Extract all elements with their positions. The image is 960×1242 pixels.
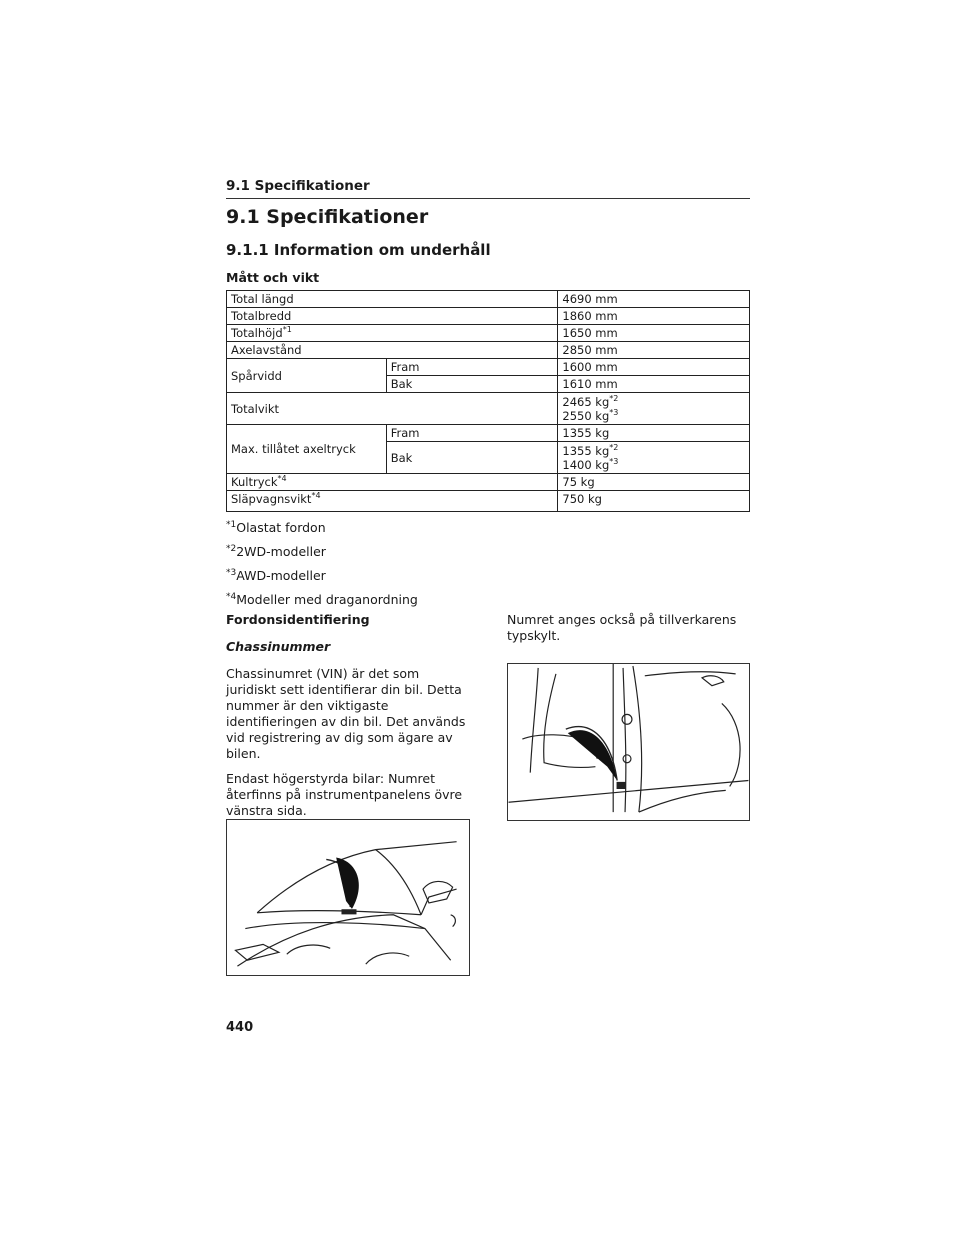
table-cell-label [227,474,558,491]
table-cell-label: Totalbredd [227,308,558,325]
door-pillar-vin-illustration [507,663,750,821]
table-cell-label: Total längd [227,291,558,308]
table-cell-value: 75 kg [558,474,750,491]
page-number: 440 [226,1020,254,1035]
table-row [227,325,750,342]
table-cell-value: 1600 mm [558,359,750,376]
table-row [227,359,750,376]
table-cell-value: 2850 mm [558,342,750,359]
footnote-mark: *3 [609,456,619,466]
label-text: Totalhöjd [231,326,283,340]
value-text: 2550 kg [562,408,610,423]
vin-paragraph: Chassinumret (VIN) är det som juridiskt sett identifierar din bil. Detta nummer är den viktigaste identifieringen av din bil. Det används vid registrering av dig som ägare av bilen. [226,666,466,761]
windshield-vin-illustration [226,819,470,976]
table-cell-label: Axelavstånd [227,342,558,359]
dimensions-table [226,290,750,512]
table-cell-label: Max. tillåtet axeltryck [227,425,387,474]
value-line [562,395,745,409]
footnote-mark: *3 [609,407,619,417]
table-row [227,474,750,491]
value-line [562,409,745,423]
table-cell-value: 750 kg [558,491,750,512]
table-row [227,393,750,425]
label-text: Kultryck [231,475,278,489]
identification-column [226,612,471,828]
value-text: 1400 kg [562,457,610,472]
table-cell-label: Spårvidd [227,359,387,393]
table-cell-sublabel: Bak [386,442,558,474]
type-plate-paragraph: Numret anges också på tillverkarens typskylt. [507,612,737,643]
table-row [227,491,750,512]
footnote-mark: *4 [311,491,321,501]
footnote-text: AWD-modeller [236,568,326,583]
footnote-mark: *2 [609,393,619,403]
footnote-mark: *4 [277,474,287,484]
footnote-text: Olastat fordon [236,520,326,535]
table-cell-sublabel: Fram [386,359,558,376]
value-line [562,458,745,472]
vin-subheading: Chassinummer [226,639,331,654]
door-pillar-drawing [508,664,749,820]
footnote-mark: *1 [226,519,237,530]
table-cell-label [227,325,558,342]
page-title: 9.1 Specifikationer [226,206,429,228]
table-cell-label [227,491,558,512]
dimensions-heading: Mått och vikt [226,270,320,285]
table-cell-label: Totalvikt [227,393,558,425]
footnotes [226,518,418,614]
table-cell-value [558,442,750,474]
identification-heading: Fordonsidentifiering [226,612,370,627]
footnote-item [226,518,418,542]
value-text: 1355 kg [562,443,610,458]
footnote-mark: *4 [226,591,237,602]
section-subtitle: 9.1.1 Information om underhåll [226,241,491,259]
footnote-item [226,566,418,590]
footnote-mark: *1 [282,325,292,335]
table-cell-sublabel: Fram [386,425,558,442]
footnote-mark: *2 [609,442,619,452]
footnote-item [226,542,418,566]
vin-location-paragraph: Endast högerstyrda bilar: Numret återfinns på instrumentpanelens övre vänstra sida. [226,771,463,818]
table-row [227,291,750,308]
running-header: 9.1 Specifikationer [226,178,750,199]
table-row [227,342,750,359]
table-cell-value: 4690 mm [558,291,750,308]
footnote-text: 2WD-modeller [236,544,326,559]
footnote-mark: *3 [226,567,237,578]
value-text: 2465 kg [562,394,610,409]
table-row [227,308,750,325]
footnote-item [226,590,418,614]
value-line [562,444,745,458]
table-cell-value [558,393,750,425]
right-column [507,612,750,653]
footnote-mark: *2 [226,543,237,554]
table-cell-value: 1355 kg [558,425,750,442]
label-text: Släpvagnsvikt [231,492,312,506]
footnote-text: Modeller med draganordning [236,592,418,607]
table-row [227,425,750,442]
table-cell-value: 1610 mm [558,376,750,393]
windshield-drawing [227,820,469,975]
table-cell-value: 1650 mm [558,325,750,342]
table-cell-value: 1860 mm [558,308,750,325]
table-cell-sublabel: Bak [386,376,558,393]
